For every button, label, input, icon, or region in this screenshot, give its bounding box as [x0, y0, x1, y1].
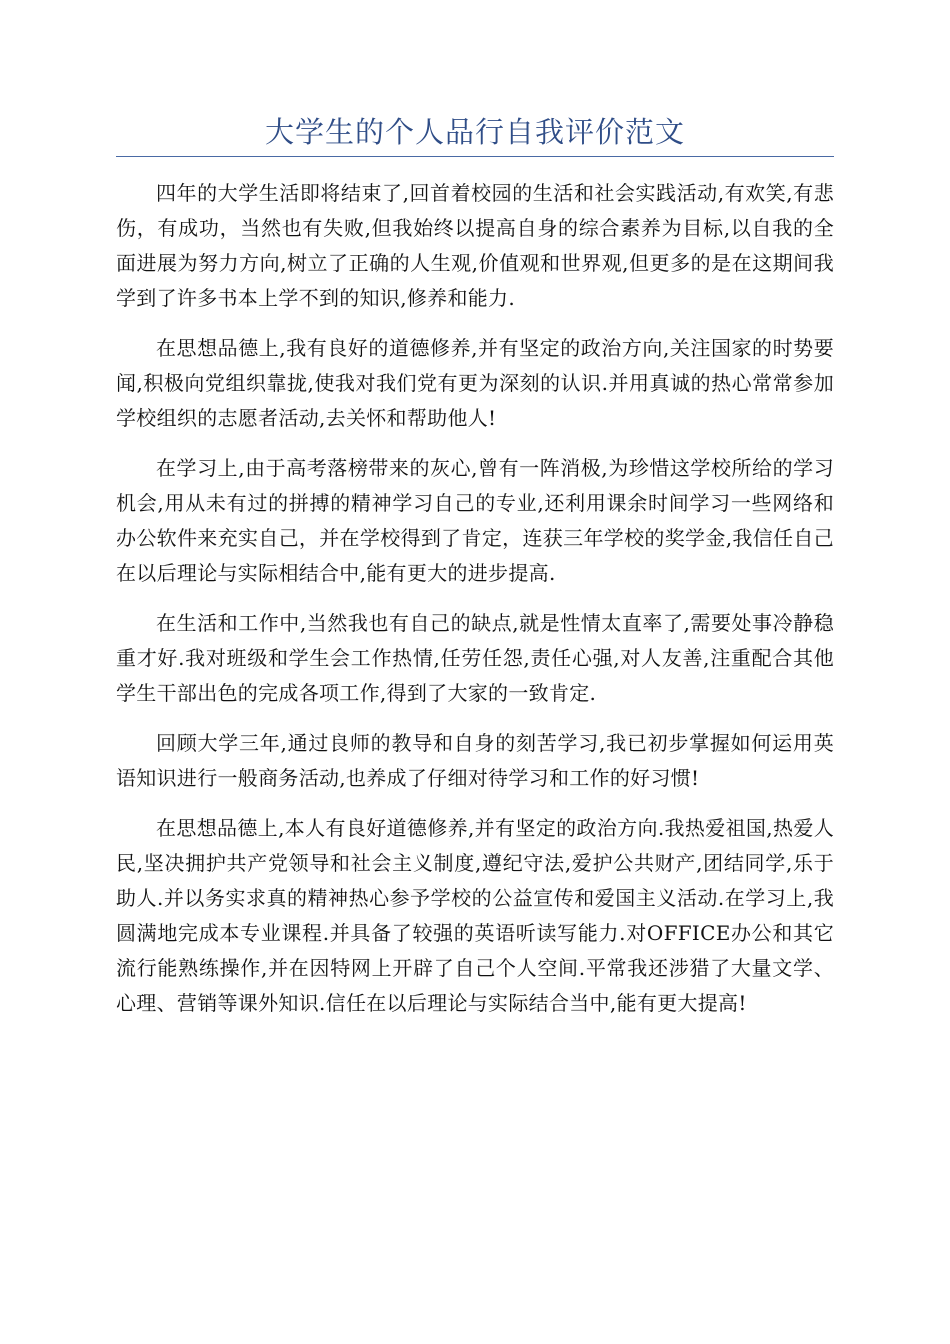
- title-block: [116, 108, 834, 157]
- document-title: 大学生的个人品行自我评价范文: [264, 115, 685, 149]
- paragraph-4: 在生活和工作中,当然我也有自己的缺点,就是性情太直率了,需要处事冷静稳重才好.我对班级和学生会工作热情,任劳任怨,责任心强,对人友善,注重配合其他学生干部出色的完成各项工作,得到了大家的一致肯定.: [116, 611, 834, 705]
- paragraph-6: 在思想品德上,本人有良好道德修养,并有坚定的政治方向.我热爱祖国,热爱人民,坚决拥护共产党领导和社会主义制度,遵纪守法,爱护公共财产,团结同学,乐于助人.并以务实求真的精神热心参予学校的公益宣传和爱国主义活动.在学习上,我圆满地完成本专业课程.并具备了较强的英语听读写能力.对OFFICE办公和其它流行能熟练操作,并在因特网上开辟了自己个人空间.平常我还涉猎了大量文学、心理、营销等课外知识.信任在以后理论与实际结合当中,能有更大提高!: [116, 816, 834, 1015]
- paragraph-3: 在学习上,由于高考落榜带来的灰心,曾有一阵消极,为珍惜这学校所给的学习机会,用从未有过的拼搏的精神学习自己的专业,还利用课余时间学习一些网络和办公软件来充实自己，并在学校得到了肯定，连获三年学校的奖学金,我信任自己在以后理论与实际相结合中,能有更大的进步提高.: [116, 456, 834, 585]
- paragraph-2: 在思想品德上,我有良好的道德修养,并有坚定的政治方向,关注国家的时势要闻,积极向党组织靠拢,使我对我们党有更为深刻的认识.并用真诚的热心常常参加学校组织的志愿者活动,去关怀和帮助他人!: [116, 336, 834, 430]
- paragraph-1: 四年的大学生活即将结束了,回首着校园的生活和社会实践活动,有欢笑,有悲伤，有成功，当然也有失败,但我始终以提高自身的综合素养为目标,以自我的全面进展为努力方向,树立了正确的人生观,价值观和世界观,但更多的是在这期间我学到了许多书本上学不到的知识,修养和能力.: [116, 181, 834, 310]
- document-body: [116, 176, 834, 1036]
- paragraph-5: 回顾大学三年,通过良师的教导和自身的刻苦学习,我已初步掌握如何运用英语知识进行一般商务活动,也养成了仔细对待学习和工作的好习惯!: [116, 731, 834, 790]
